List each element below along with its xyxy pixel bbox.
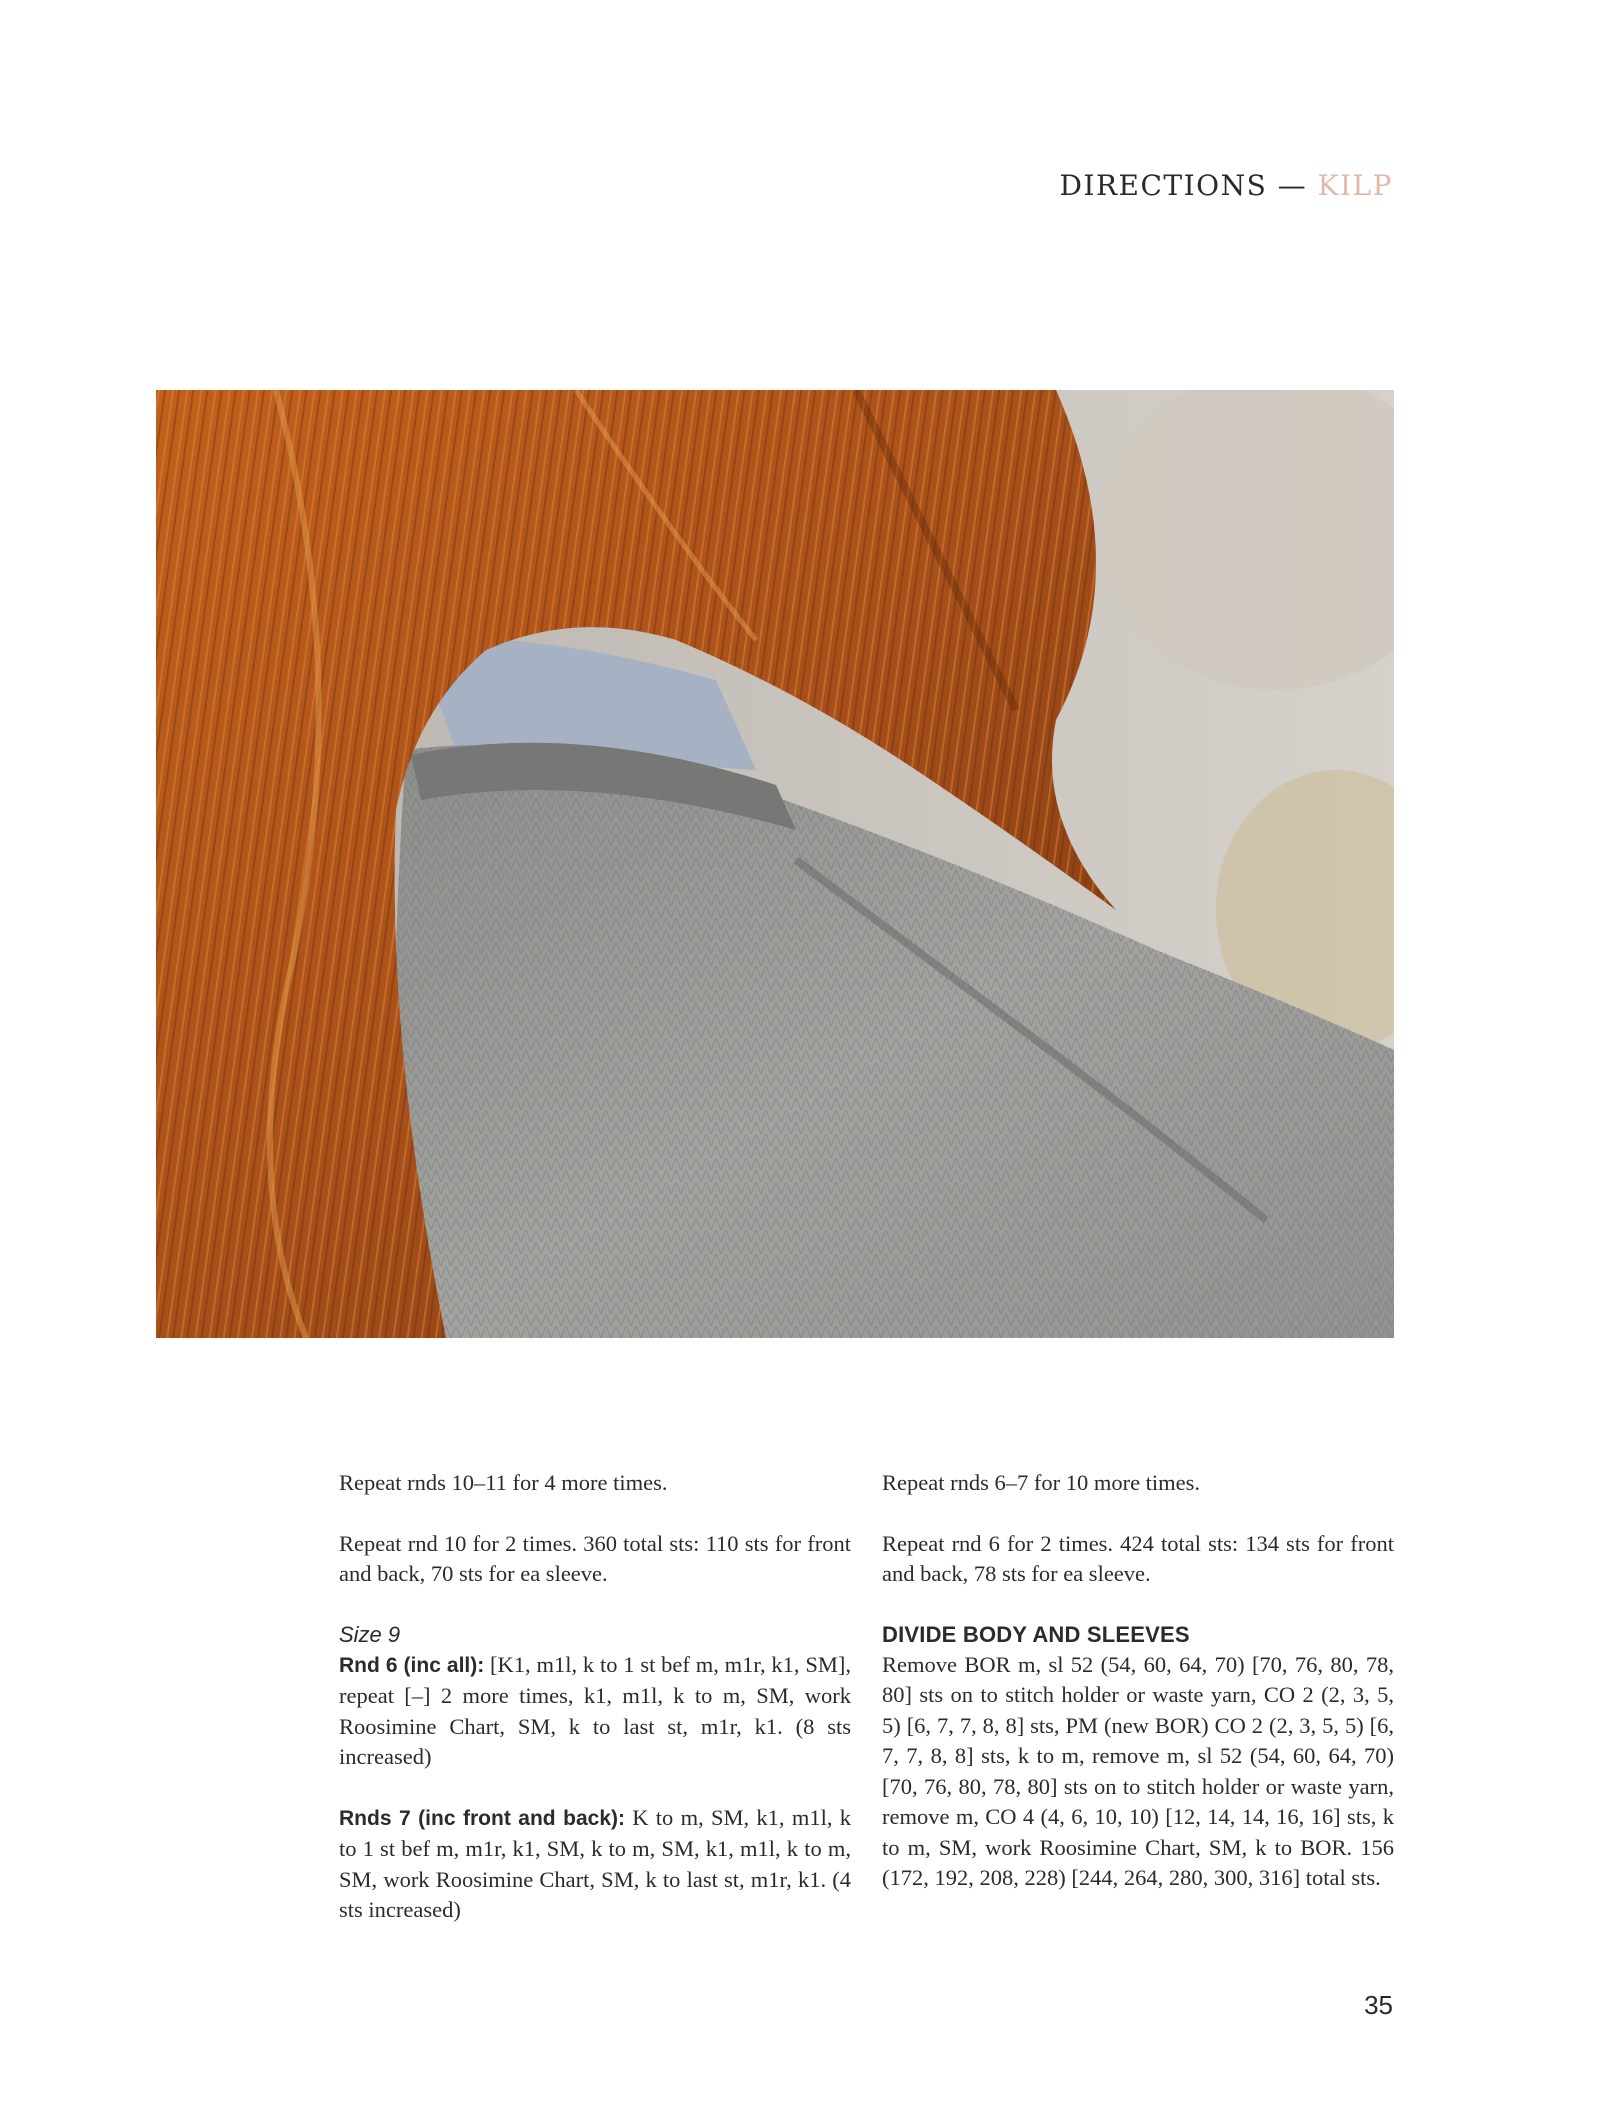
running-header bbox=[1059, 168, 1393, 204]
size-heading: Size 9 bbox=[339, 1621, 401, 1647]
header-pattern-name: KILP bbox=[1317, 169, 1393, 202]
header-section: DIRECTIONS bbox=[1059, 169, 1268, 202]
rnd6-instruction bbox=[339, 1650, 851, 1773]
rnd7-text: K to m, SM, k1, m1l, k to 1 st bef m, m1r, k1, SM, k to m, SM, k1, m1l, k to m, SM, work Roosimine Chart, SM, k to last st, m1r, k1. (4 sts increased) bbox=[339, 1804, 851, 1922]
rnd7-instruction bbox=[339, 1803, 851, 1926]
rnd7-label: Rnds 7 (inc front and back): bbox=[339, 1806, 625, 1830]
sweater-photo bbox=[156, 390, 1394, 1338]
divide-instruction: Remove BOR m, sl 52 (54, 60, 64, 70) [70, 76, 80, 78, 80] sts on to stitch holder or waste yarn, CO 2 (2, 3, 5, 5) [6, 7, 7, 8, 8] sts, PM (new BOR) CO 2 (2, 3, 5, 5) [6, 7, 7, 8, 8] sts, k to m, remove m, sl 52 (54, 60, 64, 70) [70, 76, 80, 78, 80] sts on to stitch holder or waste yarn, remove m, CO 4 (4, 6, 10, 10) [12, 14, 14, 16, 16] sts, k to m, SM, work Roosimine Chart, SM, k to BOR. 156 (172, 192, 208, 228) [244, 264, 280, 300, 316] total sts. bbox=[882, 1651, 1394, 1890]
right-column bbox=[882, 1468, 1394, 1894]
rnd6-text: [K1, m1l, k to 1 st bef m, m1r, k1, SM], repeat [–] 2 more times, k1, m1l, k to m, SM, work Roosimine Chart, SM, k to last st, m1r, k1. (8 sts increased) bbox=[339, 1651, 851, 1769]
header-dash: — bbox=[1267, 169, 1318, 202]
left-column bbox=[339, 1468, 851, 1926]
page-number: 35 bbox=[1364, 1990, 1393, 2020]
left-paragraph-1: Repeat rnds 10–11 for 4 more times. bbox=[339, 1470, 668, 1495]
right-paragraph-2: Repeat rnd 6 for 2 times. 424 total sts: 134 sts for front and back, 78 sts for ea sleeve. bbox=[882, 1530, 1394, 1586]
divide-heading: DIVIDE BODY AND SLEEVES bbox=[882, 1621, 1190, 1647]
rnd6-label: Rnd 6 (inc all): bbox=[339, 1653, 485, 1677]
right-paragraph-1: Repeat rnds 6–7 for 10 more times. bbox=[882, 1470, 1201, 1495]
left-paragraph-2: Repeat rnd 10 for 2 times. 360 total sts: 110 sts for front and back, 70 sts for ea sleeve. bbox=[339, 1530, 851, 1586]
